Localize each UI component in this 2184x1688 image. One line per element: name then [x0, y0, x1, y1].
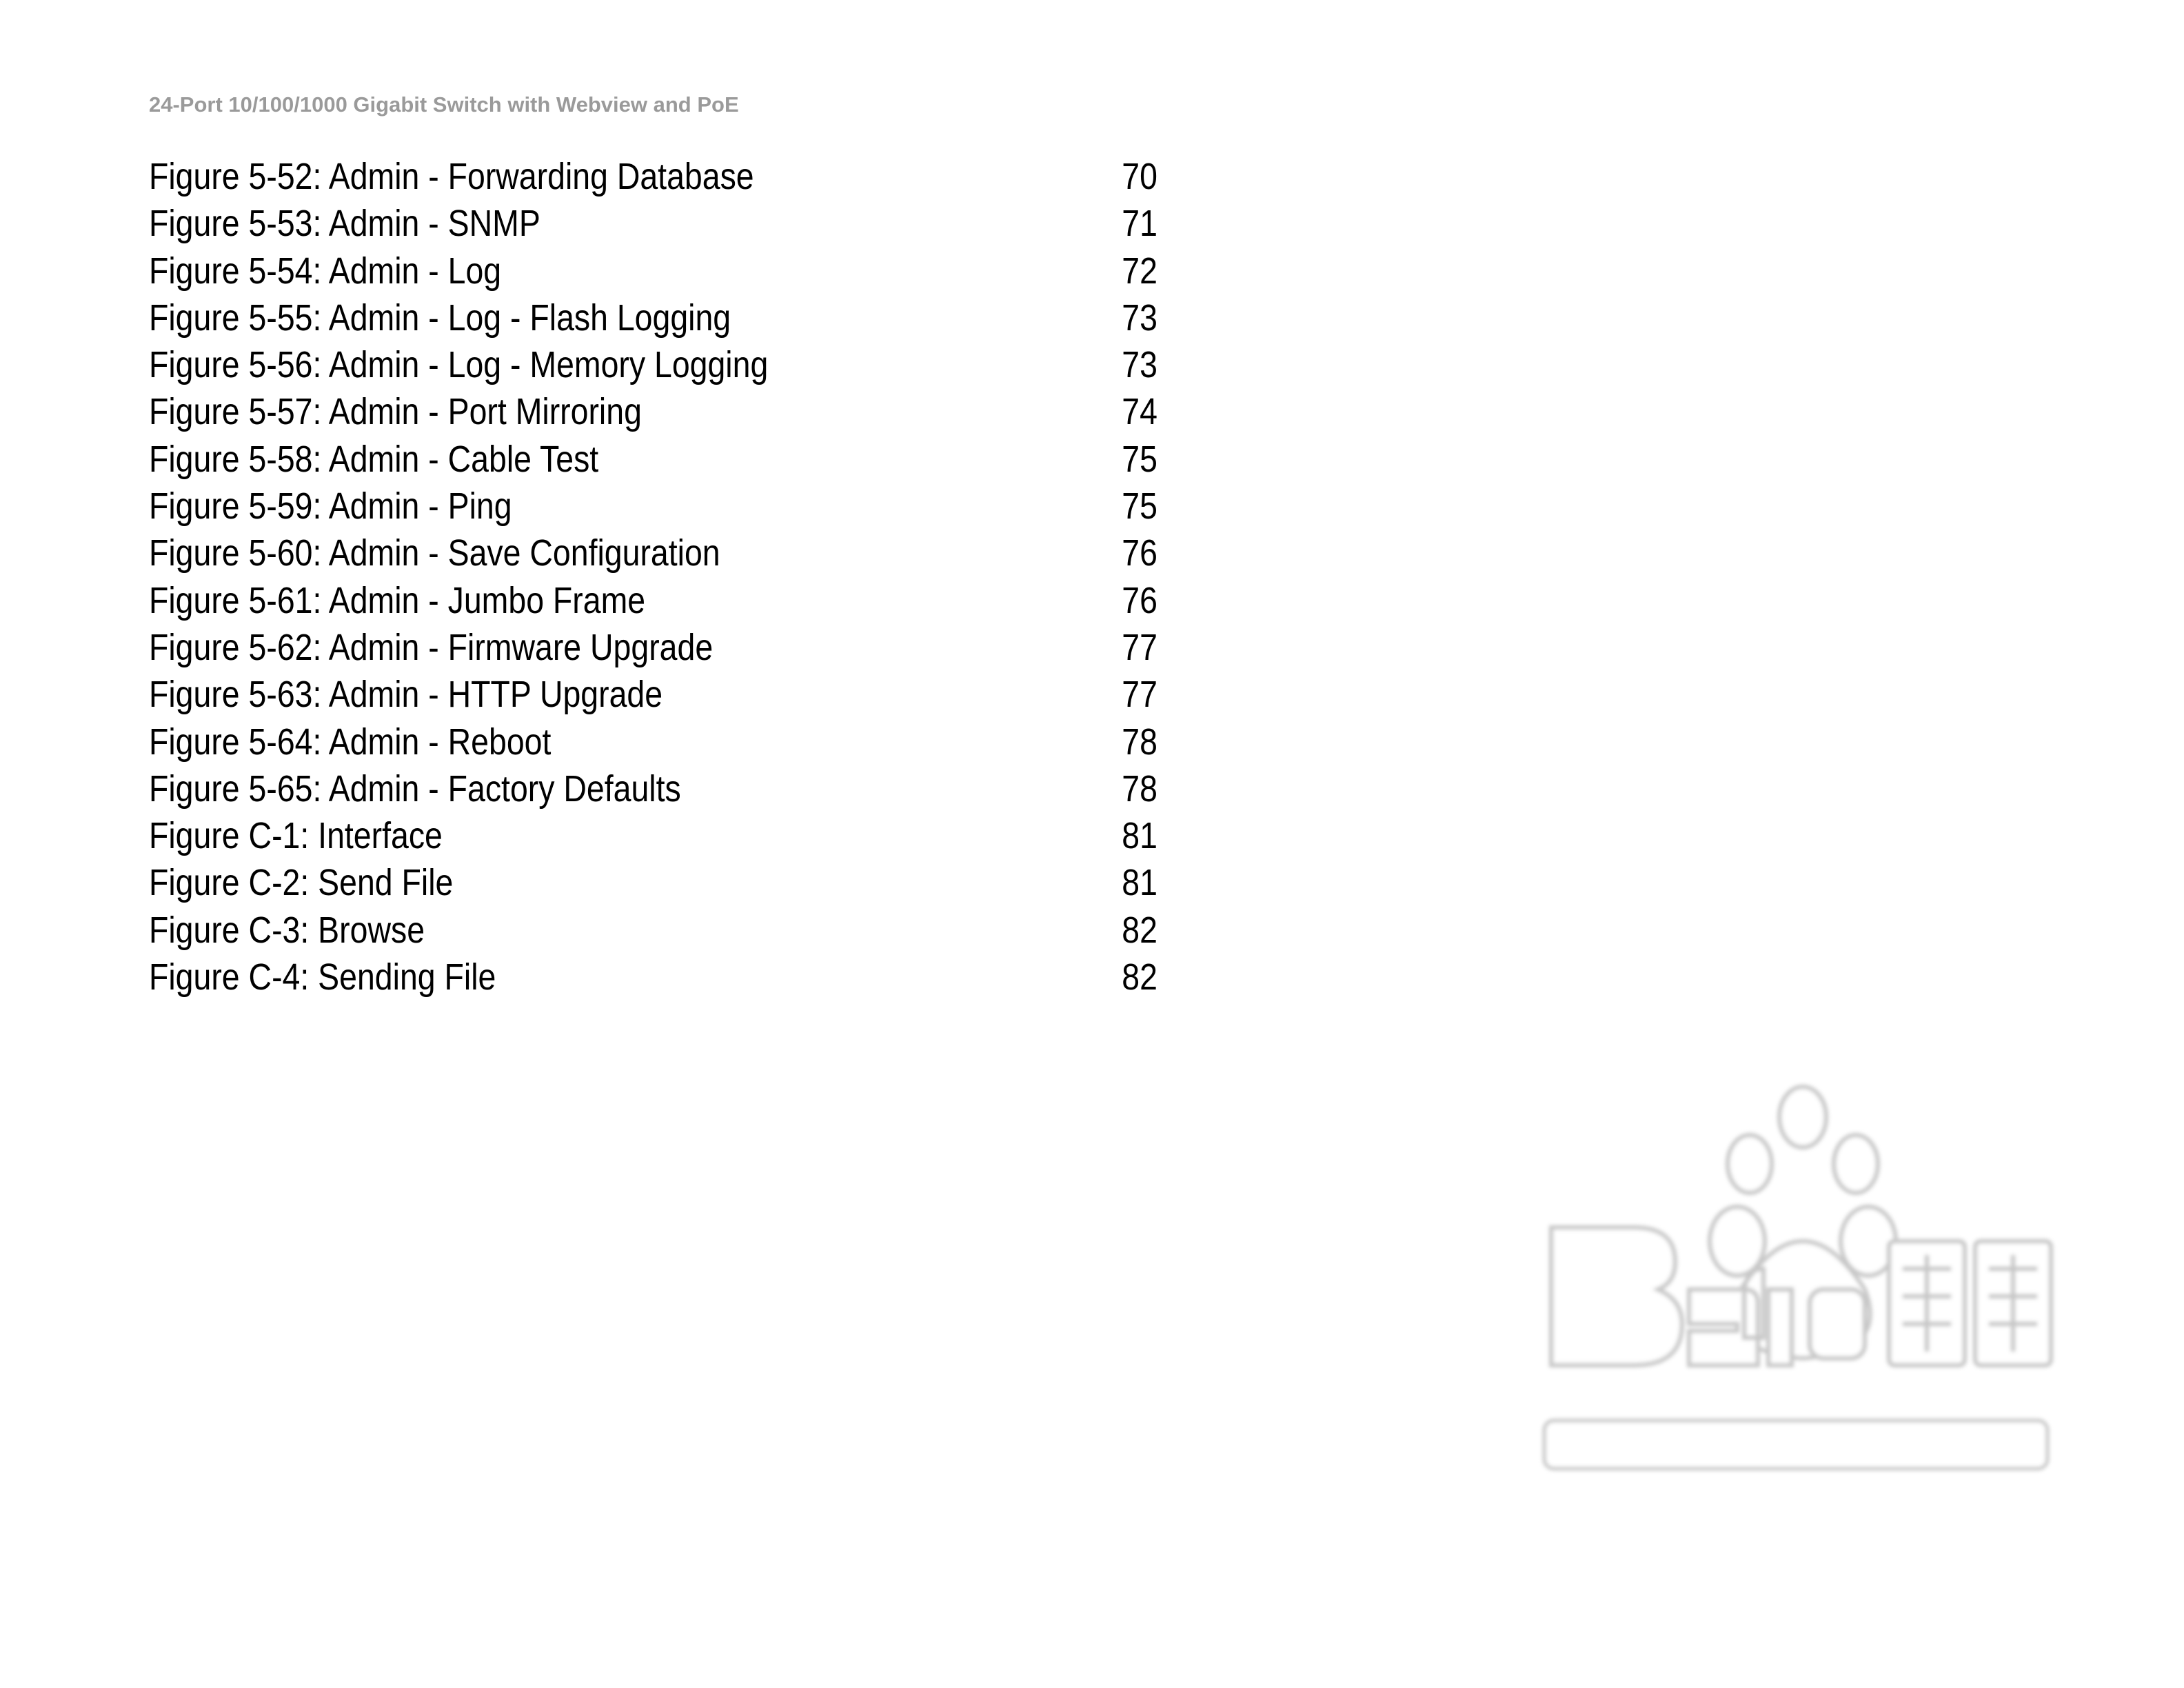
figure-list — [149, 153, 1348, 1001]
toc-entry-page: 81 — [1122, 862, 1157, 904]
toc-entry — [149, 907, 1349, 954]
toc-entry-title: Figure 5-63: Admin - HTTP Upgrade — [149, 674, 663, 716]
toc-entry-title: Figure C-2: Send File — [149, 862, 454, 904]
toc-entry-page: 76 — [1122, 532, 1157, 574]
toc-entry-title: Figure 5-61: Admin - Jumbo Frame — [149, 579, 646, 621]
toc-entry-title: Figure 5-56: Admin - Log - Memory Logging — [149, 344, 769, 386]
page-header-title: 24-Port 10/100/1000 Gigabit Switch with Webview and PoE — [149, 92, 739, 117]
toc-entry — [149, 765, 1349, 812]
toc-entry-page: 77 — [1122, 626, 1157, 668]
toc-entry-page: 72 — [1122, 250, 1157, 292]
toc-entry-title: Figure 5-55: Admin - Log - Flash Logging — [149, 297, 731, 339]
toc-entry-title: Figure 5-58: Admin - Cable Test — [149, 438, 599, 480]
toc-entry — [149, 341, 1349, 388]
toc-entry-page: 78 — [1122, 767, 1157, 810]
toc-entry-page: 73 — [1122, 297, 1157, 339]
toc-entry — [149, 577, 1349, 624]
toc-entry-title: Figure 5-52: Admin - Forwarding Database — [149, 156, 754, 197]
toc-entry-page: 75 — [1122, 485, 1157, 528]
toc-entry — [149, 483, 1349, 530]
baidu-jingyan-watermark-logo — [1530, 1062, 2068, 1627]
toc-entry-page: 71 — [1122, 203, 1157, 245]
toc-entry-page: 78 — [1122, 721, 1157, 763]
toc-entry-page: 74 — [1122, 391, 1157, 433]
toc-entry-page: 82 — [1122, 909, 1157, 951]
toc-entry-page: 76 — [1122, 579, 1157, 621]
toc-entry-title: Figure C-3: Browse — [149, 909, 425, 951]
toc-entry-title: Figure 5-64: Admin - Reboot — [149, 721, 552, 763]
toc-entry-title: Figure 5-60: Admin - Save Configuration — [149, 532, 720, 574]
toc-entry-page: 77 — [1122, 674, 1157, 716]
toc-entry — [149, 248, 1349, 294]
toc-entry — [149, 954, 1349, 1001]
toc-entry — [149, 388, 1349, 435]
toc-entry — [149, 859, 1349, 906]
toc-entry — [149, 719, 1349, 765]
toc-entry — [149, 436, 1349, 483]
toc-entry — [149, 530, 1349, 576]
toc-entry — [149, 200, 1349, 247]
toc-entry-title: Figure C-4: Sending File — [149, 956, 496, 998]
toc-entry-page: 82 — [1122, 956, 1157, 998]
toc-entry-title: Figure 5-57: Admin - Port Mirroring — [149, 391, 642, 433]
toc-entry-title: Figure 5-53: Admin - SNMP — [149, 203, 540, 245]
toc-entry-page: 75 — [1122, 438, 1157, 480]
toc-entry-page: 73 — [1122, 344, 1157, 386]
toc-entry-title: Figure 5-54: Admin - Log — [149, 250, 502, 292]
toc-entry — [149, 294, 1349, 341]
toc-entry — [149, 624, 1349, 671]
toc-entry-page: 81 — [1122, 815, 1157, 857]
toc-entry — [149, 812, 1349, 859]
toc-entry-title: Figure 5-62: Admin - Firmware Upgrade — [149, 626, 714, 668]
toc-entry-title: Figure 5-59: Admin - Ping — [149, 485, 512, 528]
toc-entry — [149, 671, 1349, 718]
toc-entry — [149, 153, 1349, 200]
toc-entry-title: Figure C-1: Interface — [149, 815, 443, 857]
toc-entry-title: Figure 5-65: Admin - Factory Defaults — [149, 767, 681, 810]
toc-entry-page: 70 — [1122, 156, 1157, 197]
